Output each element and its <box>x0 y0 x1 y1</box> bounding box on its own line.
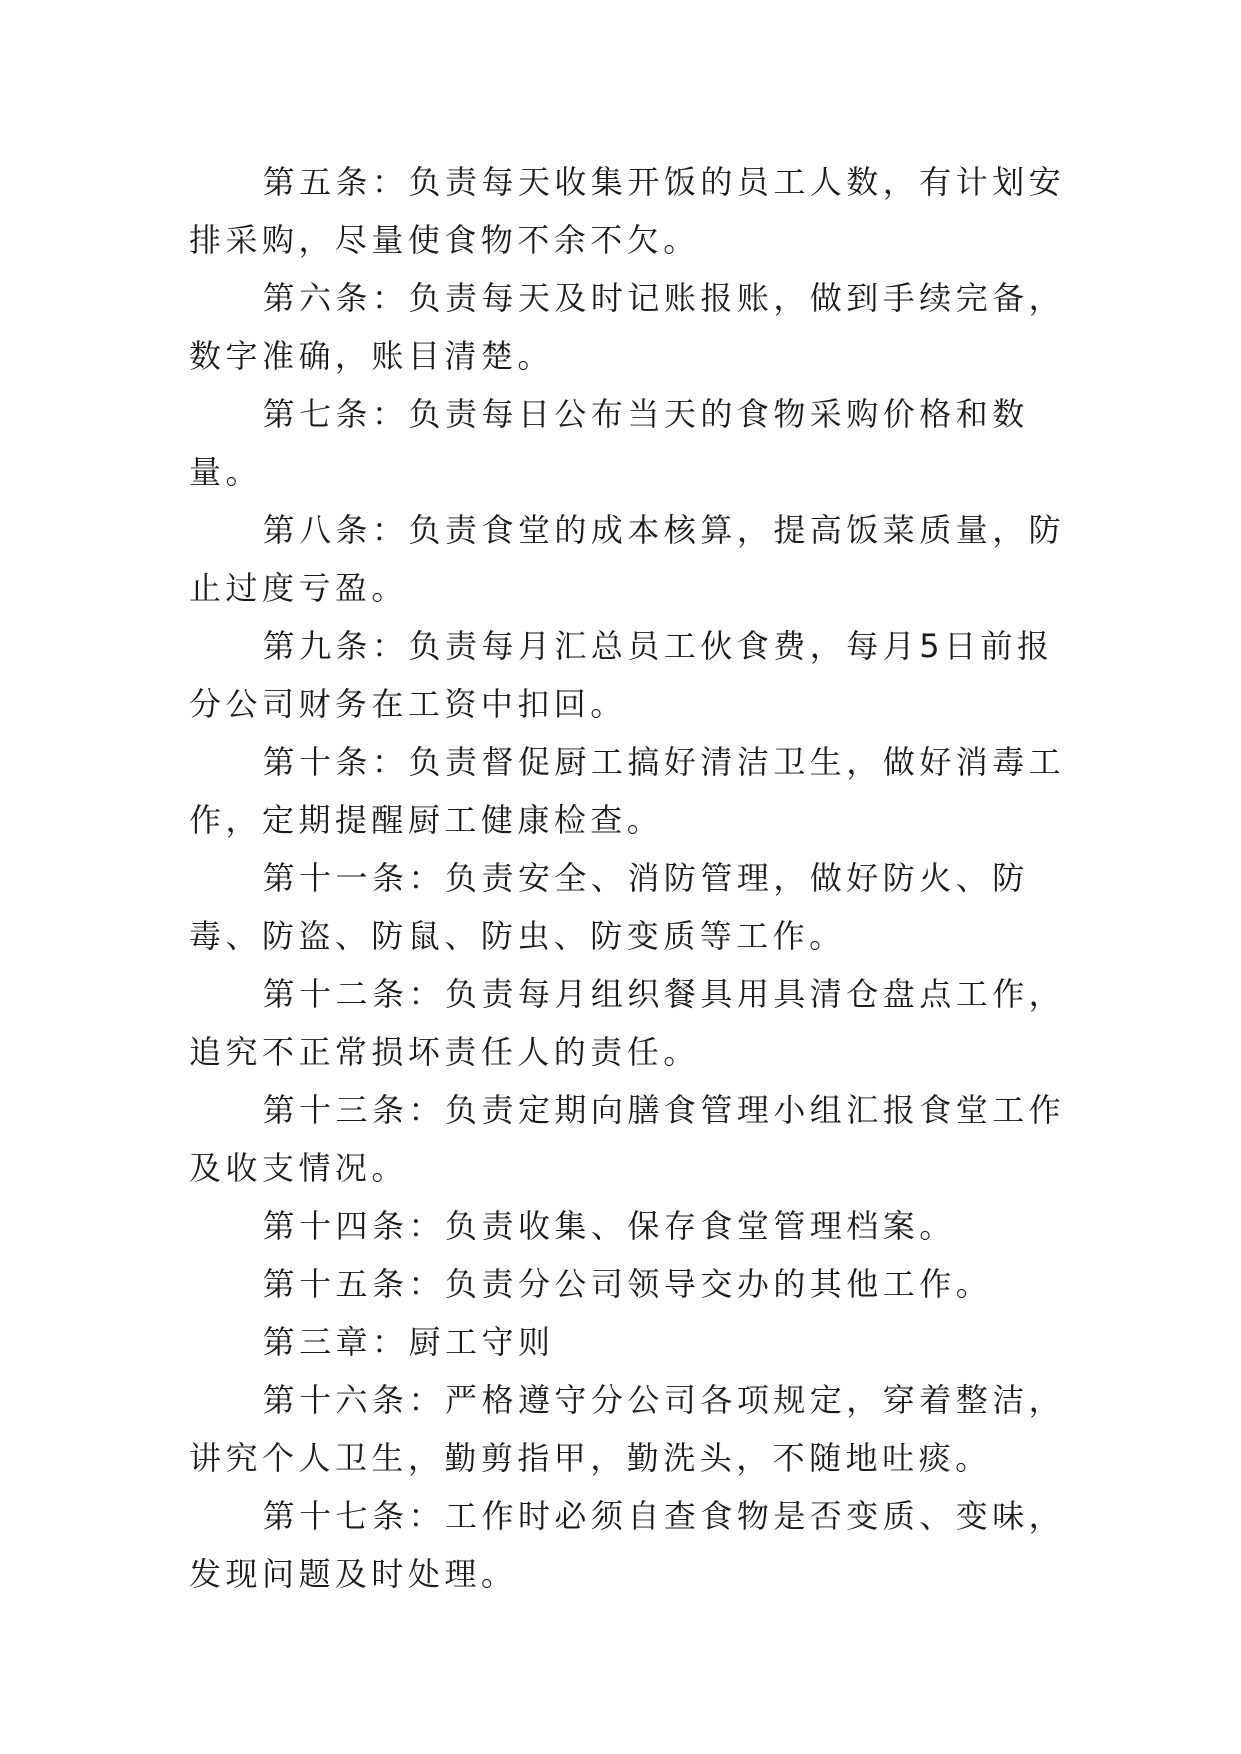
paragraph-article-16: 第十六条：严格遵守分公司各项规定，穿着整洁，讲究个人卫生，勤剪指甲，勤洗头，不随地吐痰。 <box>189 1381 1066 1477</box>
paragraph-article-13: 第十三条：负责定期向膳食管理小组汇报食堂工作及收支情况。 <box>189 1091 1066 1187</box>
paragraph-article-8: 第八条：负责食堂的成本核算，提高饭菜质量，防止过度亏盈。 <box>189 511 1066 607</box>
paragraph-article-17: 第十七条：工作时必须自查食物是否变质、变味，发现问题及时处理。 <box>189 1497 1066 1593</box>
paragraph-article-6: 第六条：负责每天及时记账报账，做到手续完备，数字准确，账目清楚。 <box>189 279 1066 375</box>
paragraph-article-14: 第十四条：负责收集、保存食堂管理档案。 <box>262 1207 956 1245</box>
paragraph-article-15: 第十五条：负责分公司领导交办的其他工作。 <box>262 1265 993 1303</box>
chapter-heading: 第三章：厨工守则 <box>262 1323 555 1361</box>
paragraph-article-12: 第十二条：负责每月组织餐具用具清仓盘点工作，追究不正常损坏责任人的责任。 <box>189 975 1066 1071</box>
paragraph-article-11: 第十一条：负责安全、消防管理，做好防火、防毒、防盗、防鼠、防虫、防变质等工作。 <box>189 859 1029 955</box>
document-body <box>189 153 1069 1603</box>
paragraph-article-9: 第九条：负责每月汇总员工伙食费，每月5日前报分公司财务在工资中扣回。 <box>189 627 1054 723</box>
paragraph-article-5: 第五条：负责每天收集开饭的员工人数，有计划安排采购，尽量使食物不余不欠。 <box>189 163 1066 259</box>
paragraph-article-10: 第十条：负责督促厨工搞好清洁卫生，做好消毒工作，定期提醒厨工健康检查。 <box>189 743 1066 839</box>
paragraph-article-7: 第七条：负责每日公布当天的食物采购价格和数量。 <box>189 395 1029 491</box>
